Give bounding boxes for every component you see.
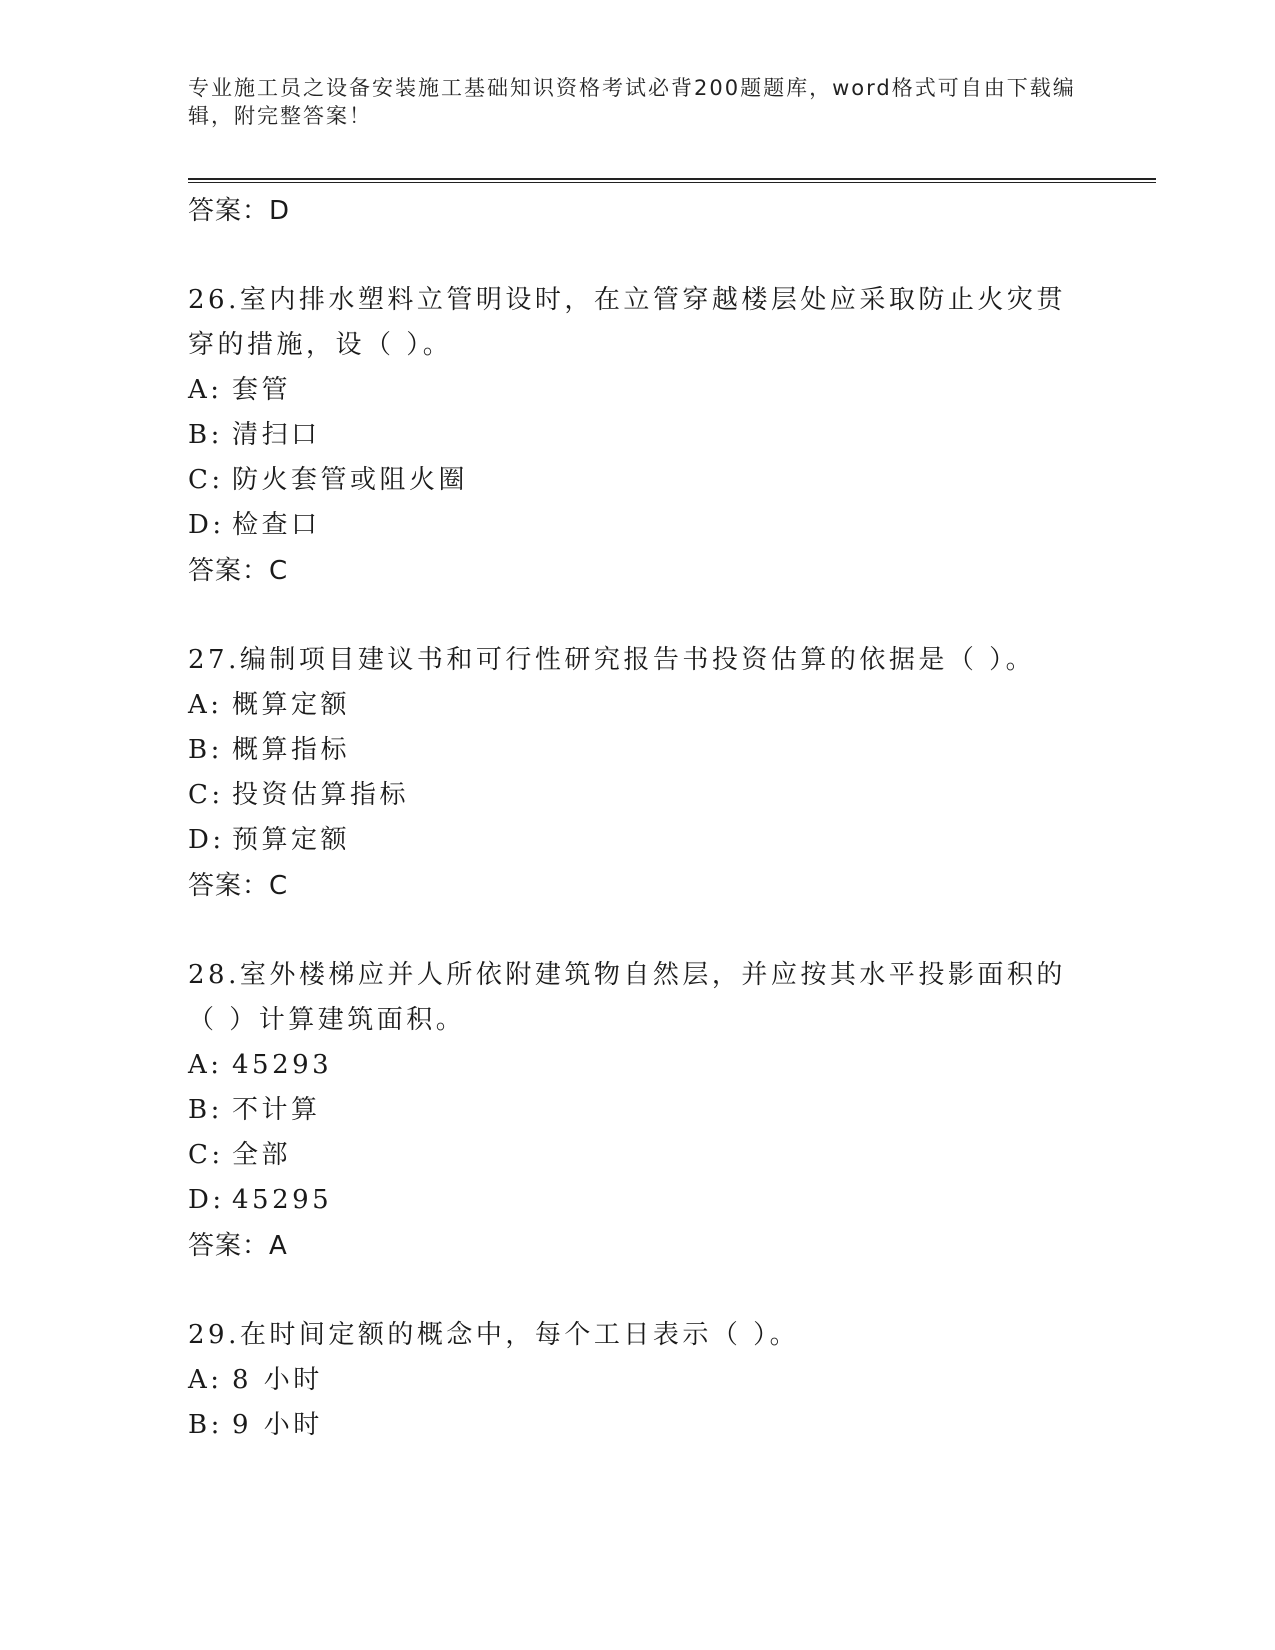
option-text: 套管: [232, 375, 292, 405]
option-a: [188, 1043, 1088, 1088]
question-stem: 在时间定额的概念中，每个工日表示（ ）。: [239, 1320, 800, 1350]
option-c: [188, 773, 1088, 818]
option-key: A:: [188, 1050, 223, 1080]
question-text: [188, 638, 1088, 683]
option-text: 检查口: [232, 510, 321, 540]
option-text: 45293: [232, 1050, 333, 1080]
question-number: 27.: [188, 645, 240, 675]
option-text: 不计算: [232, 1095, 321, 1125]
answer-label: 答案：: [188, 196, 270, 226]
option-key: D:: [188, 1185, 225, 1215]
option-b: [188, 413, 1088, 458]
question-28: [188, 953, 1088, 1269]
option-text: 8 小时: [232, 1365, 323, 1395]
option-b: [188, 1088, 1088, 1133]
option-key: B:: [188, 1410, 223, 1440]
answer-value: C: [269, 556, 289, 586]
option-key: A:: [188, 1365, 223, 1395]
document-header: [188, 74, 1088, 130]
header-title: 专业施工员之设备安装施工基础知识资格考试必背200题题库，word格式可自由下载编辑，附完整答案！: [188, 76, 1076, 128]
option-b: [188, 728, 1088, 773]
option-key: B:: [188, 1095, 223, 1125]
option-d: [188, 1178, 1088, 1223]
question-number: 26.: [188, 285, 240, 315]
option-key: A:: [188, 375, 223, 405]
answer-value: A: [269, 1231, 288, 1261]
option-key: C:: [188, 1140, 224, 1170]
option-text: 投资估算指标: [232, 780, 410, 810]
question-stem: 室外楼梯应并人所依附建筑物自然层，并应按其水平投影面积的（ ）计算建筑面积。: [188, 960, 1066, 1035]
option-a: [188, 683, 1088, 728]
option-a: [188, 1358, 1088, 1403]
option-text: 概算指标: [232, 735, 351, 765]
answer-line: [188, 1223, 1088, 1269]
question-text: [188, 1313, 1088, 1358]
option-text: 预算定额: [232, 825, 351, 855]
answer-line: [188, 188, 1088, 234]
question-number: 29.: [188, 1320, 240, 1350]
option-d: [188, 818, 1088, 863]
option-c: [188, 1133, 1088, 1178]
option-key: A:: [188, 690, 223, 720]
option-c: [188, 458, 1088, 503]
answer-line: [188, 548, 1088, 594]
option-a: [188, 368, 1088, 413]
question-27: [188, 638, 1088, 909]
option-d: [188, 503, 1088, 548]
answer-label: 答案：: [188, 871, 270, 901]
question-text: [188, 278, 1088, 368]
question-text: [188, 953, 1088, 1043]
option-text: 防火套管或阻火圈: [232, 465, 469, 495]
option-key: B:: [188, 735, 223, 765]
header-divider: [188, 178, 1156, 183]
option-key: B:: [188, 420, 223, 450]
question-list: [188, 188, 1088, 1448]
option-b: [188, 1403, 1088, 1448]
option-key: D:: [188, 510, 225, 540]
question-number: 28.: [188, 960, 240, 990]
question-29: [188, 1313, 1088, 1448]
option-key: C:: [188, 465, 224, 495]
option-key: D:: [188, 825, 225, 855]
option-text: 清扫口: [232, 420, 321, 450]
answer-label: 答案：: [188, 1231, 270, 1261]
answer-line: [188, 863, 1088, 909]
option-key: C:: [188, 780, 224, 810]
question-stem: 室内排水塑料立管明设时，在立管穿越楼层处应采取防止火灾贯穿的措施，设（ ）。: [188, 285, 1066, 360]
option-text: 概算定额: [232, 690, 351, 720]
answer-value: D: [269, 196, 291, 226]
option-text: 9 小时: [232, 1410, 323, 1440]
answer-label: 答案：: [188, 556, 270, 586]
answer-value: C: [269, 871, 289, 901]
option-text: 全部: [232, 1140, 292, 1170]
question-stem: 编制项目建议书和可行性研究报告书投资估算的依据是（ ）。: [239, 645, 1036, 675]
question-26: [188, 278, 1088, 594]
option-text: 45295: [232, 1185, 333, 1215]
